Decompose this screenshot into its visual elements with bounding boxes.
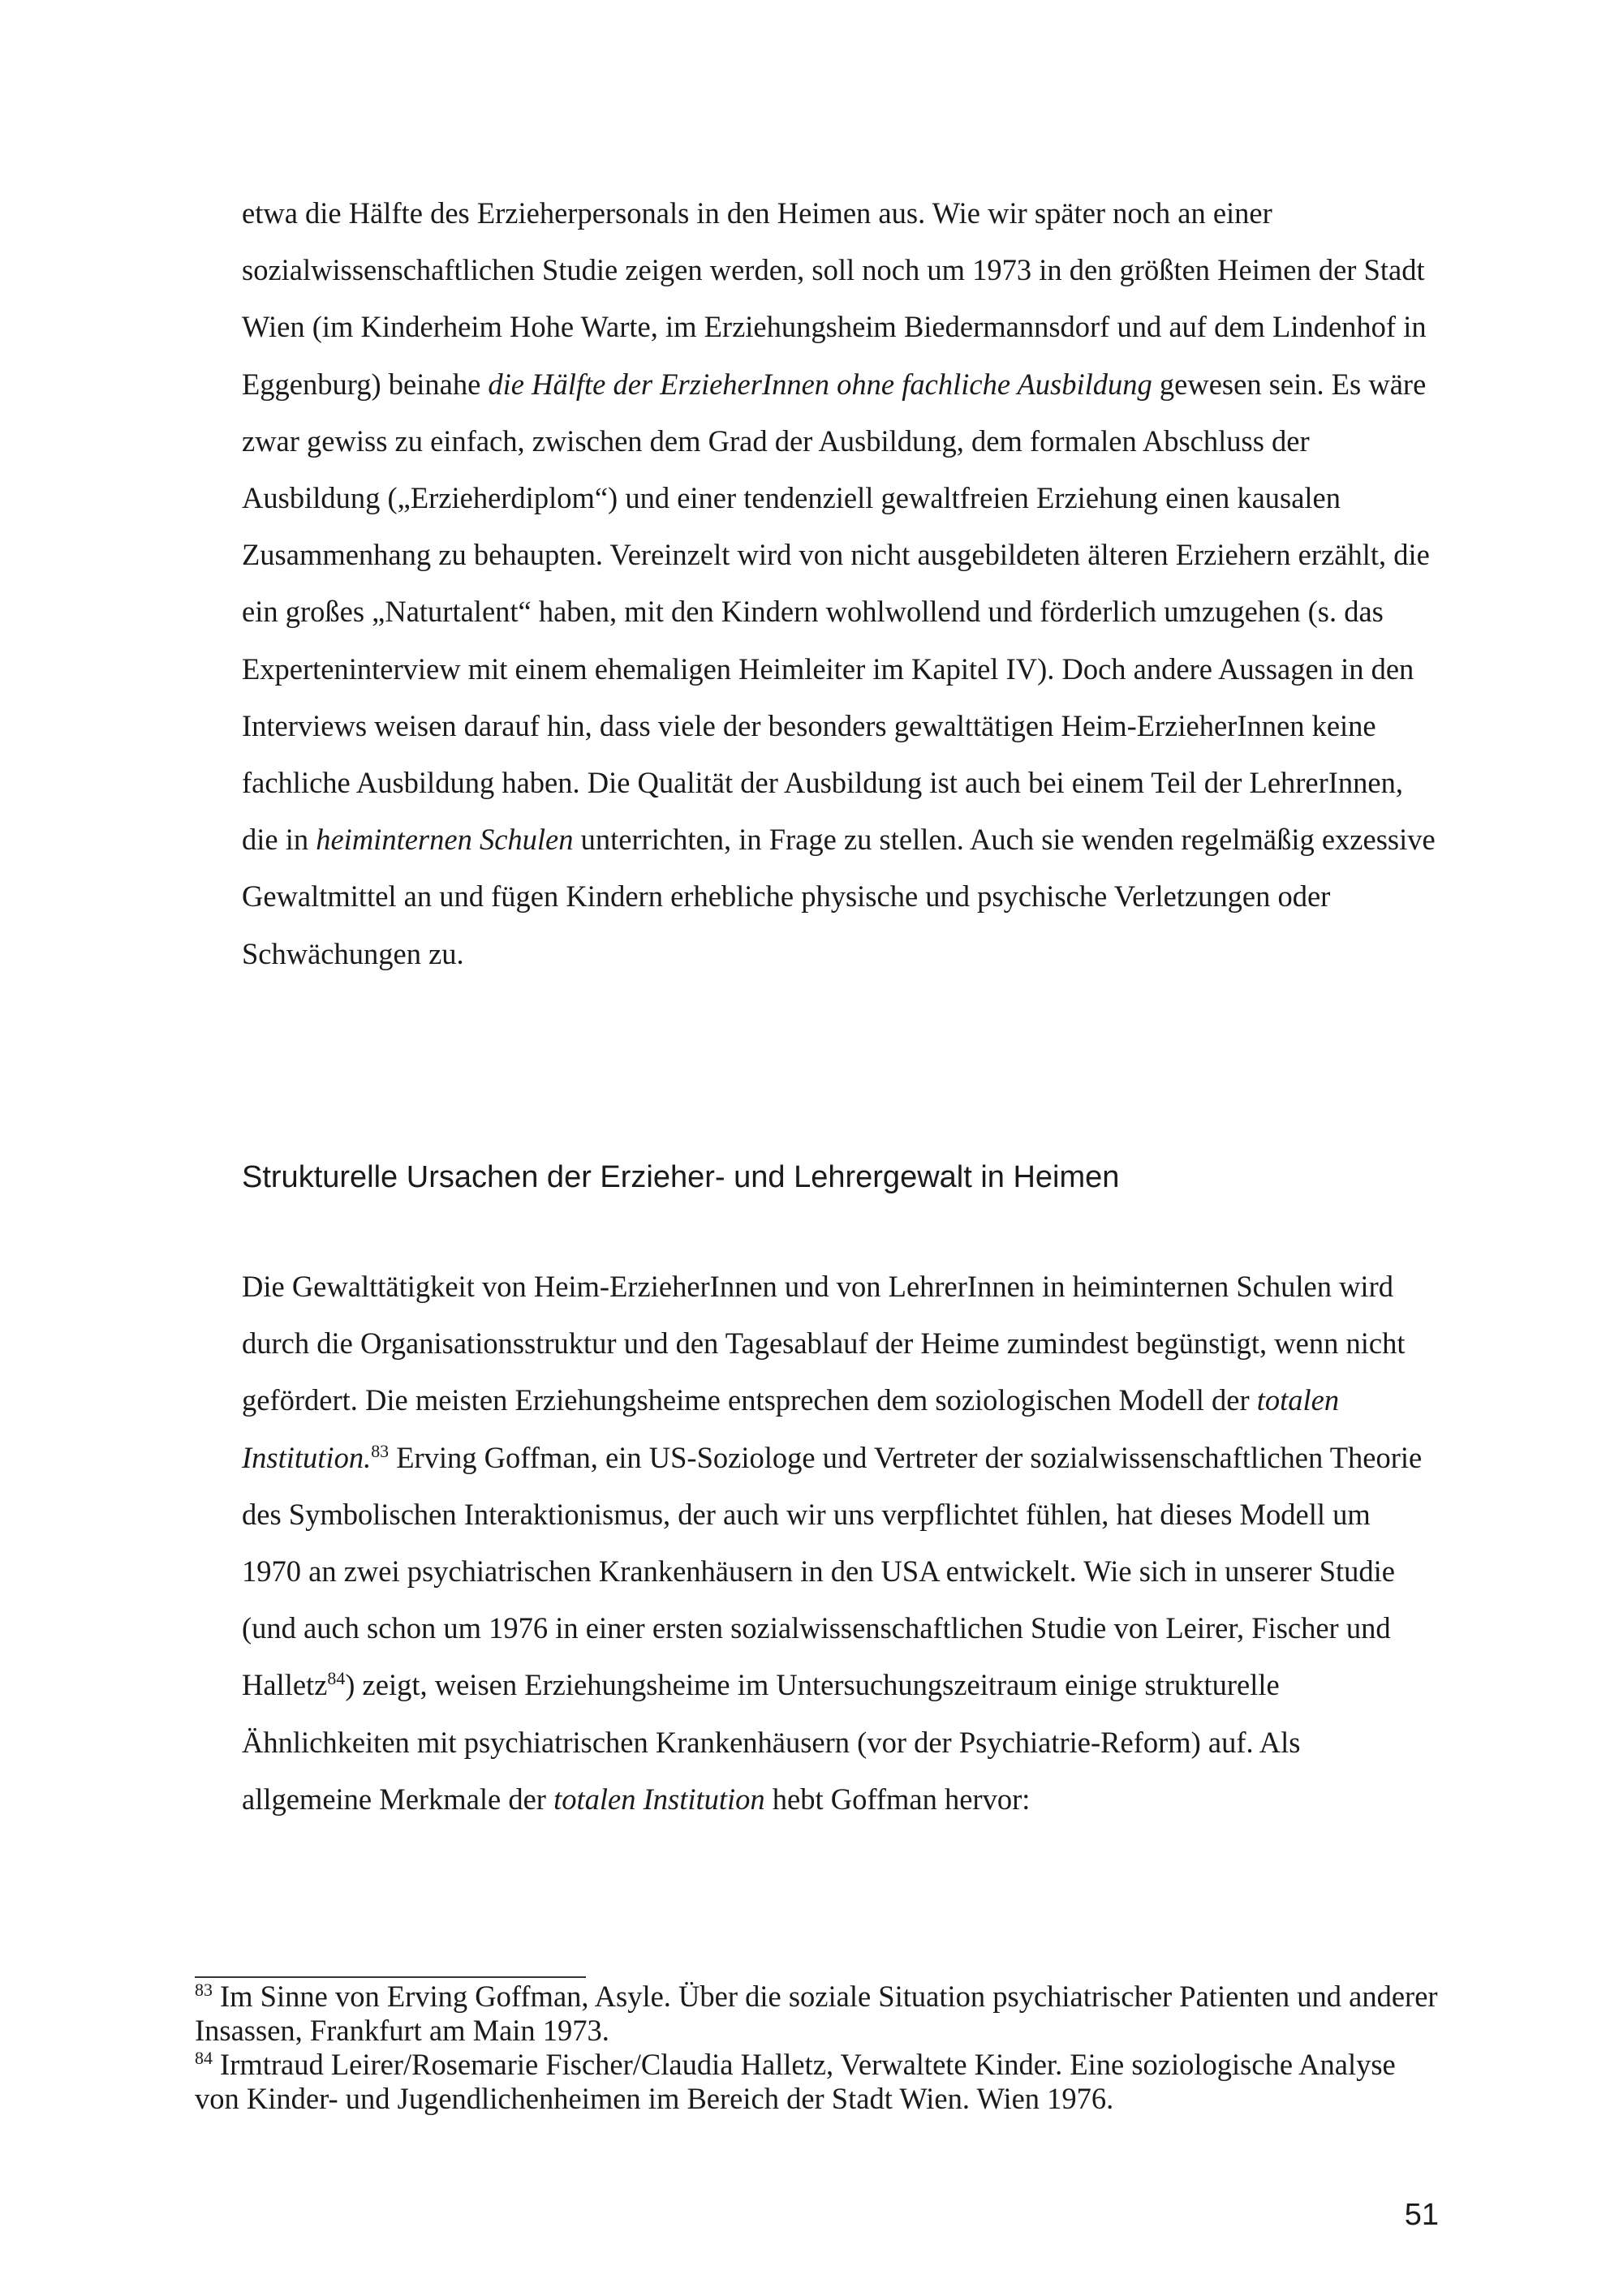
section-heading: Strukturelle Ursachen der Erzieher- und Lehrergewalt in Heimen — [242, 1160, 1120, 1194]
footnote-text: Im Sinne von Erving Goffman, Asyle. Über die soziale Situation psychiatrischer Patienten und anderer Insassen, Frankfurt am Main 1973. — [195, 1980, 1438, 2047]
paragraph-1-text-1: etwa die Hälfte des Erzieherpersonals in den Heimen aus. Wie wir später noch an einer sozialwissenschaftlichen Studie zeigen werden, soll noch um 1973 in den größten Heimen der Stadt Wien (im Kinderheim Hohe Warte, im Erziehungsheim Biedermannsdorf und auf dem Lindenhof in Eggenburg) beinahe — [242, 196, 1427, 401]
footnote-ref-83[interactable]: 83 — [371, 1440, 390, 1461]
paragraph-1-text-2: gewesen sein. Es wäre zwar gewiss zu einfach, zwischen dem Grad der Ausbildung, dem formalen Abschluss der Ausbildung („Erzieherdiplom“) und einer tendenziell gewaltfreien Erziehung einen kausalen Zusammenhang zu behaupten. Vereinzelt wird von nicht ausgebildeten älteren Erziehern erzählt, die ein großes „Naturtalent“ haben, mit den Kindern wohlwollend und förderlich umzugehen (s. das Experteninterview mit einem ehemaligen Heimleiter im Kapitel IV). Doch andere Aussagen in den Interviews weisen darauf hin, dass viele der besonders gewalttätigen Heim-ErzieherInnen keine fachliche Ausbildung haben. Die Qualität der Ausbildung ist auch bei einem Teil der LehrerInnen, die in — [242, 367, 1430, 857]
paragraph-2-text-1: Die Gewalttätigkeit von Heim-ErzieherInnen und von LehrerInnen in heiminternen Schulen wird durch die Organisationsstruktur und den Tagesablauf der Heime zumindest begünstigt, wenn nicht gefördert. Die meisten Erziehungsheime entsprechen dem soziologischen Modell der — [242, 1270, 1406, 1417]
footnote-ref-84[interactable]: 84 — [327, 1668, 346, 1689]
footnote-number: 84 — [195, 2047, 213, 2068]
paragraph-2-text-2: Erving Goffman, ein US-Soziologe und Vertreter der sozialwissenschaftlichen Theorie des Symbolischen Interaktionismus, der auch wir uns verpflichtet fühlen, hat dieses Modell um 1970 an zwei psychiatrischen Krankenhäusern in den USA entwickelt. Wie sich in unserer Studie (und auch schon um 1976 in einer ersten sozialwissenschaftlichen Studie von Leirer, Fischer und Halletz — [242, 1440, 1423, 1702]
footnote-text: Irmtraud Leirer/Rosemarie Fischer/Claudia Halletz, Verwaltete Kinder. Eine soziologische Analyse von Kinder- und Jugendlichenheimen im Bereich der Stadt Wien. Wien 1976. — [195, 2048, 1396, 2115]
footnote-number: 83 — [195, 1979, 213, 2000]
page-number: 51 — [1404, 2198, 1439, 2232]
body-paragraph-1 — [242, 185, 1436, 982]
footnote-83 — [195, 1980, 1444, 2048]
paragraph-2-emphasis-2: totalen Institution — [553, 1782, 765, 1816]
footnote-84 — [195, 2048, 1444, 2116]
paragraph-1-text-3: unterrichten, in Frage zu stellen. Auch sie wenden regelmäßig exzessive Gewaltmittel an und fügen Kindern erhebliche physische und psychische Verletzungen oder Schwächungen zu. — [242, 823, 1436, 970]
paragraph-2-text-3: ) zeigt, weisen Erziehungsheime im Untersuchungszeitraum einige strukturelle Ähnlichkeiten mit psychiatrischen Krankenhäusern (vor der Psychiatrie-Reform) auf. Als allgemeine Merkmale der — [242, 1668, 1301, 1816]
paragraph-2-emphasis-1: totalen Institution. — [242, 1383, 1340, 1474]
footnotes — [195, 1980, 1444, 2116]
paragraph-1-emphasis-2: heiminternen Schulen — [316, 823, 574, 857]
paragraph-2-text-4: hebt Goffman hervor: — [764, 1782, 1031, 1816]
footnote-separator — [195, 1976, 586, 1978]
paragraph-1-emphasis-1: die Hälfte der ErzieherInnen ohne fachliche Ausbildung — [488, 367, 1152, 401]
body-paragraph-2 — [242, 1258, 1436, 1828]
